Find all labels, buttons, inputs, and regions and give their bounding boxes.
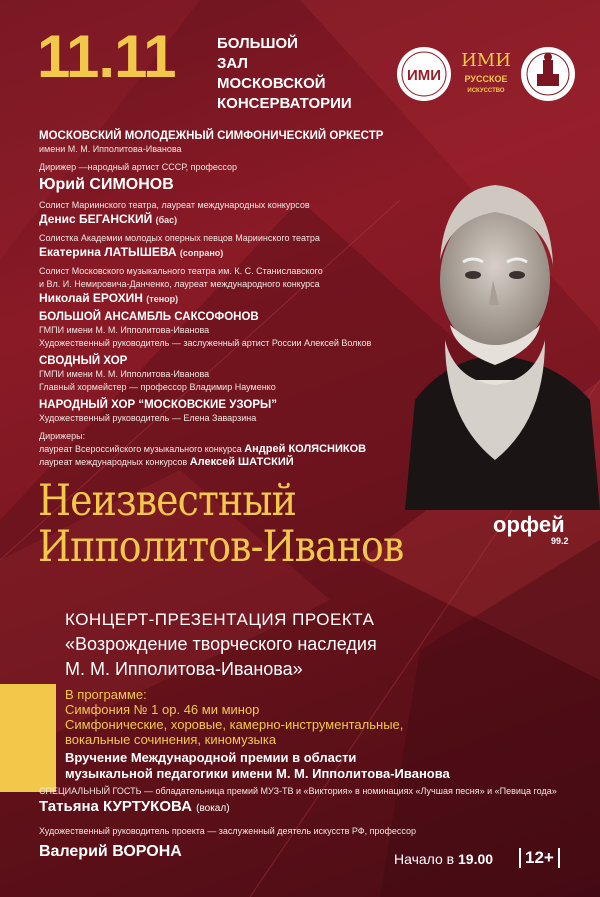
conservatory-emblem: [519, 42, 577, 106]
soloist1: [39, 213, 429, 227]
gold-accent-bar: [0, 684, 56, 792]
guest-role: СПЕЦИАЛЬНЫЙ ГОСТЬ — обладательница премий МУЗ-ТВ и «Виктория» в номинациях «Лучшая песня» и «Певица года»: [39, 786, 557, 796]
title-line-1: Неизвестный: [38, 476, 296, 526]
subtitle-line-1: КОНЦЕРТ-ПРЕЗЕНТАЦИЯ ПРОЕКТА: [65, 610, 375, 629]
soloist3: [39, 292, 429, 306]
russian-art-logo-sub: РУССКОЕ: [464, 74, 508, 84]
venue-line: КОНСЕРВАТОРИИ: [217, 95, 352, 112]
conductor2-role: лауреат международных конкурсов: [39, 457, 188, 467]
orfey-radio-logo: [493, 508, 578, 548]
choir-name: СВОДНЫЙ ХОР: [39, 355, 128, 367]
venue-line: МОСКОВСКОЙ: [217, 75, 326, 92]
guest-name: Татьяна КУРТУКОВА: [39, 798, 192, 815]
sax-ensemble-name: БОЛЬШОЙ АНСАМБЛЬ САКСОФОНОВ: [39, 311, 259, 323]
russian-art-logo-main: ИМИ: [461, 50, 511, 71]
conductor1-role: лауреат Всероссийского музыкального конкурса: [39, 444, 242, 454]
soloist3-role-1: Солист Московского музыкального театра им. К. С. Станиславского: [39, 266, 323, 276]
special-guest: [39, 785, 579, 815]
russian-art-logo-sub2: ИСКУССТВО: [467, 88, 505, 94]
orfey-radio-frequency: 99.2: [551, 536, 569, 546]
subtitle-line-2: «Возрождение творческого наследия: [65, 634, 377, 654]
imi-logo-text: ИМИ: [406, 67, 442, 84]
russian-art-logo: [457, 42, 515, 106]
soloist2-role: Солистка Академии молодых оперных певцов Мариинского театра: [39, 233, 320, 243]
program: [65, 687, 403, 747]
soloist2-name: Екатерина ЛАТЫШЕВА: [39, 245, 177, 259]
venue-line: БОЛЬШОЙ: [217, 35, 298, 52]
award-line-2: музыкальной педагогики имени М. М. Ипполитова-Иванова: [65, 766, 450, 781]
venue-line: ЗАЛ: [217, 55, 248, 72]
guest-voice: (вокал): [196, 803, 230, 814]
director-role: Художественный руководитель проекта — заслуженный деятель искусств РФ, профессор: [39, 826, 417, 836]
title-line-2: Ипполитов-Иванов: [38, 522, 404, 572]
soloist2: [39, 246, 429, 260]
choir-sub: ГМПИ имени М. М. Ипполитова-Иванова: [39, 369, 210, 379]
age-rating-badge: 12+: [519, 848, 560, 868]
soloist3-voice: (тенор): [146, 294, 179, 304]
concert-title: [38, 478, 403, 570]
award-announcement: [65, 750, 450, 782]
performers-lineup: [39, 125, 429, 469]
conductors-label: Дирижеры:: [39, 431, 86, 441]
soloist1-voice: (бас): [155, 215, 178, 225]
sax-ensemble-director: Художественный руководитель — заслуженный артист России Алексей Волков: [39, 338, 372, 348]
program-item: вокальные сочинения, киномузыка: [65, 732, 277, 747]
sax-ensemble-sub: ГМПИ имени М. М. Ипполитова-Иванова: [39, 325, 210, 335]
partner-logos: [395, 42, 575, 112]
soloist3-name: Николай ЕРОХИН: [39, 291, 143, 305]
orchestra-name: МОСКОВСКИЙ МОЛОДЕЖНЫЙ СИМФОНИЧЕСКИЙ ОРКЕСТР: [39, 130, 384, 142]
orfey-radio-name: орфей: [493, 512, 565, 537]
venue: [217, 34, 352, 114]
start-time-value: 19.00: [458, 851, 494, 867]
conductor-role: Дирижер —народный артист СССР, профессор: [39, 162, 237, 172]
imi-logo: [395, 42, 453, 106]
program-label: В программе:: [65, 687, 147, 702]
event-date: 11.11: [37, 23, 176, 90]
award-line-1: Вручение Международной премии в области: [65, 750, 357, 765]
soloist3-role-2: и Вл. И. Немировича-Данченко, лауреат международного конкурса: [39, 279, 320, 289]
orchestra-sub: имени М. М. Ипполитова-Иванова: [39, 144, 182, 154]
soloist2-voice: (сопрано): [179, 248, 224, 258]
conductor-name: Юрий СИМОНОВ: [39, 176, 174, 193]
start-time: [394, 851, 493, 867]
subtitle-line-3: М. М. Ипполитова-Иванова»: [65, 659, 303, 679]
conductor1: [39, 443, 429, 456]
program-item: Симфонические, хоровые, камерно-инструментальные,: [65, 717, 404, 732]
folk-choir-name: НАРОДНЫЙ ХОР “МОСКОВСКИЕ УЗОРЫ”: [39, 399, 278, 411]
start-label: Начало в: [394, 851, 455, 867]
conductor2-name: Алексей ШАТСКИЙ: [189, 456, 294, 468]
guest: [39, 798, 579, 815]
folk-choir-director: Художественный руководитель — Елена Заварзина: [39, 413, 257, 423]
program-item: Симфония № 1 ор. 46 ми минор: [65, 702, 260, 717]
choir-director: Главный хормейстер — профессор Владимир Науменко: [39, 382, 276, 392]
conductor2: [39, 456, 429, 469]
conductor1-name: Андрей КОЛЯСНИКОВ: [244, 443, 367, 455]
soloist1-role: Солист Мариинского театра, лауреат международных конкурсов: [39, 200, 310, 210]
soloist1-name: Денис БЕГАНСКИЙ: [39, 212, 153, 226]
director-name: Валерий ВОРОНА: [39, 843, 182, 860]
